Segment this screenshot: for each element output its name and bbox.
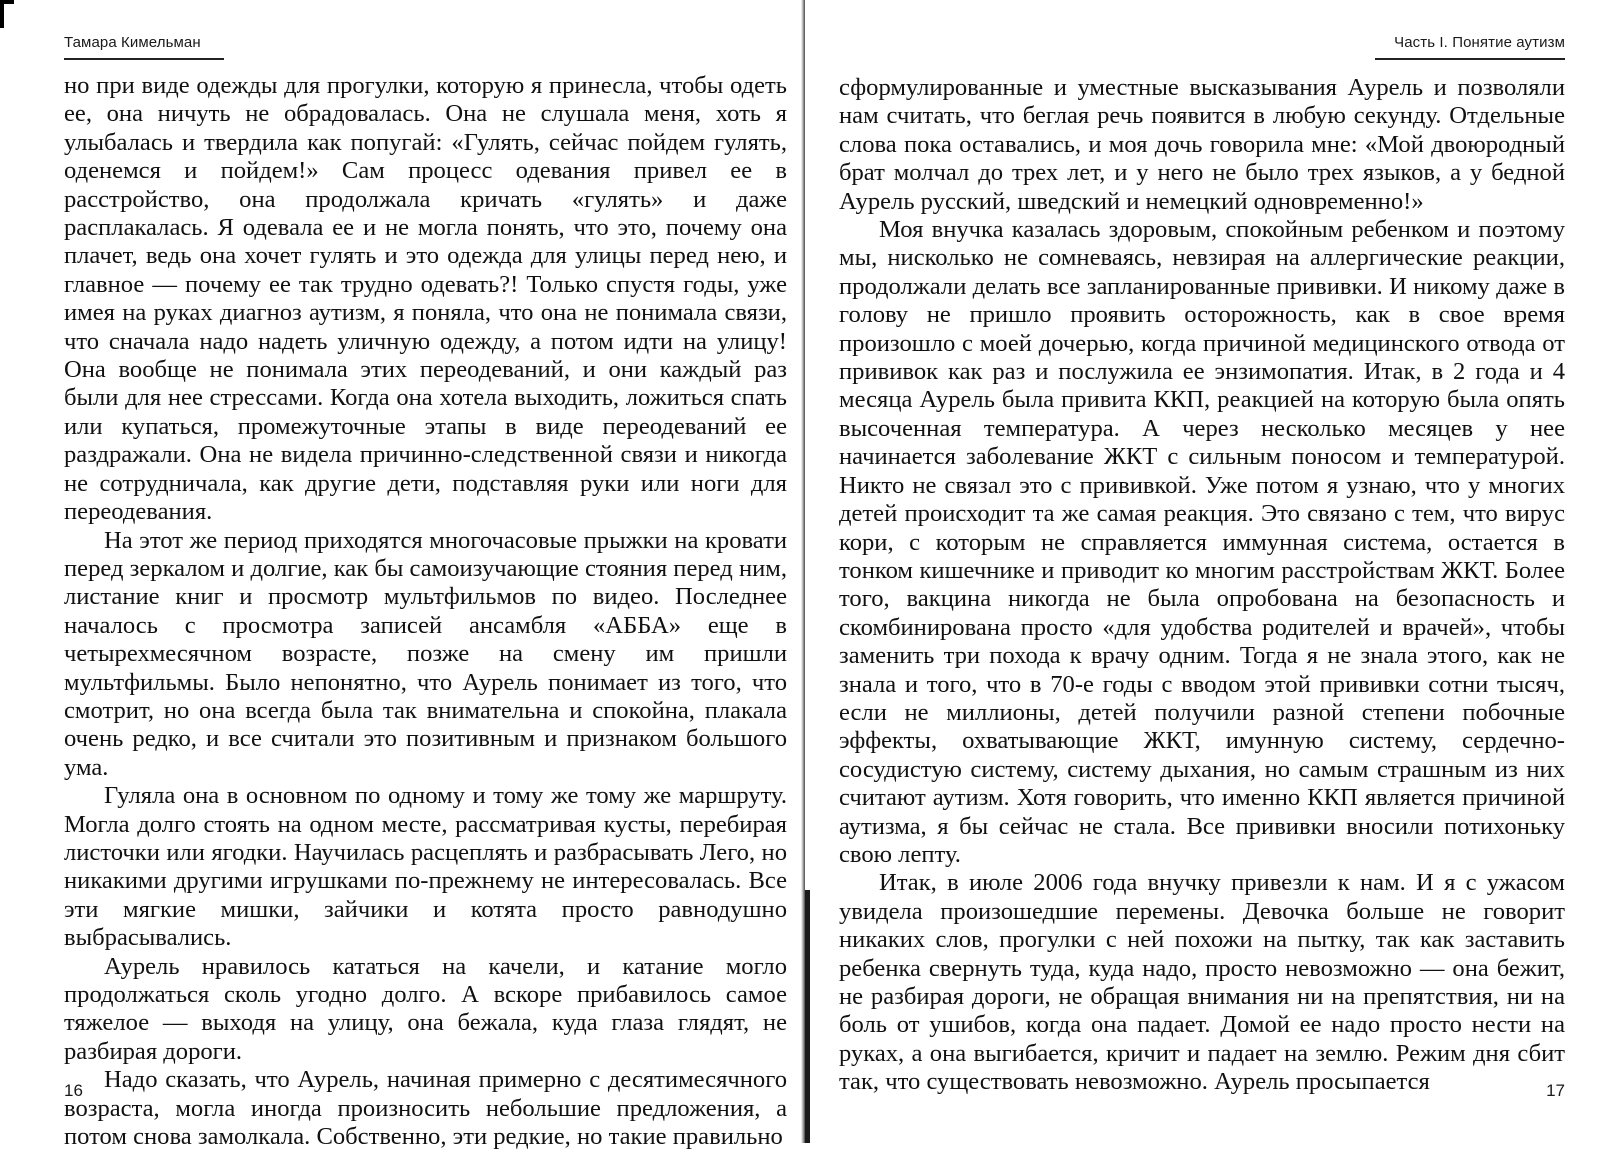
right-page-body — [839, 74, 1565, 1097]
running-head-rule — [1375, 58, 1565, 60]
paragraph: но при виде одежды для прогулки, которую я принесла, чтобы одеть ее, она ничуть не обрадовалась. Она не слушала меня, хоть я улыбалась и твердила как попугай: «Гулять, сейчас пойдем гулять, оденемся и пойдем!» Сам процесс одевания привел ее в расстройство, она продолжала кричать «гулять» и даже расплакалась. Я одевала ее и не могла понять, что это, почему она плачет, ведь она хочет гулять и это одежда для улицы перед нею, и главное — почему ее так трудно одевать?! Только спустя годы, уже имея на руках диагноз аутизм, я поняла, что она не понимала связи, что сначала надо надеть уличную одежду, а потом идти на улицу! Она вообще не понимала этих переодеваний, и они каждый раз были для нее стрессами. Когда она хотела выходить, ложиться спать или купаться, промежуточные этапы в виде переодеваний ее раздражали. Она не видела причинно-следственной связи и никогда не сотрудничала, как другие дети, подставляя руки или ноги для переодевания. — [64, 72, 787, 526]
crop-mark — [0, 0, 14, 28]
running-head-rule — [64, 58, 224, 60]
paragraph: Моя внучка казалась здоровым, спокойным ребенком и поэтому мы, нисколько не сомневаясь, невзирая на аллергические реакции, продолжали делать все запланированные прививки. И никому даже в голову не пришло проявить осторожность, как в свое время произошло с моей дочерью, когда причиной медицинского отвода от прививок как раз и послужила ее энзимопатия. Итак, в 2 года и 4 месяца Аурель была привита ККП, реакцией на которую была опять высоченная температура. А через несколько месяцев у нее начинается заболевание ЖКТ с сильным поносом и температурой. Никто не связал это с прививкой. Уже потом я узнаю, что у многих детей происходит та же самая реакция. Это связано с тем, что вирус кори, с которым не справляется иммунная система, остается в тонком кишечнике и приводит ко многим расстройствам ЖКТ. Более того, вакцина никогда не была опробована на безопасность и скомбинирована просто «для удобства родителей и врачей», чтобы заменить три похода к врачу одним. Тогда я не знала этого, как не знала и того, что в 70-е годы с вводом этой прививки сотни тысяч, если не миллионы, детей получили разной степени побочные эффекты, охватывающие ЖКТ, имунную систему, сердечно-сосудистую систему, систему дыхания, но самым страшным из них считают аутизм. Хотя говорить, что именно ККП является причиной аутизма, я бы сейчас не стала. Все прививки вносили потихоньку свою лепту. — [839, 216, 1565, 868]
paragraph: Итак, в июле 2006 года внучку привезли к нам. И я с ужасом увидела произошедшие перемены. Девочка больше не говорит никаких слов, прогулки с ней похожи на пытку, так как заставить ребенка свернуть туда, куда надо, просто невозможно — она бежит, не разбирая дороги, не обращая внимания ни на препятствия, ни на боль от ушибов, когда она падает. Домой ее надо просто нести на руках, а она выгибается, кричит и падает на землю. Режим дня сбит так, что существовать невозможно. Аурель просыпается — [839, 869, 1565, 1096]
left-page-body — [64, 72, 787, 1151]
left-page — [64, 0, 787, 1151]
paragraph: сформулированные и уместные высказывания Аурель и позволяли нам считать, что беглая речь появится в любую секунду. Отдельные слова пока оставались, и моя дочь говорила мне: «Мой двоюродный брат молчал до трех лет, и у него не было трех языков, а у бедной Аурель русский, шведский и немецкий одновременно!» — [839, 74, 1565, 215]
paragraph: На этот же период приходятся многочасовые прыжки на кровати перед зеркалом и долгие, как бы самоизучающие стояния перед ним, листание книг и просмотр мультфильмов по видео. Последнее началось с просмотра записей ансамбля «АББА» еще в четырехмесячном возрасте, позже на смену им пришли мультфильмы. Было непонятно, что Аурель понимает из того, что смотрит, но она всегда была так внимательна и спокойна, плакала очень редко, и все считали это позитивным и признаком большого ума. — [64, 526, 787, 781]
page-number: 16 — [64, 1081, 83, 1100]
running-head-author: Тамара Кимельман — [64, 34, 201, 51]
page-number: 17 — [1546, 1081, 1565, 1100]
spine-shadow — [805, 890, 810, 1143]
right-page — [839, 0, 1565, 1143]
paragraph: Гуляла она в основном по одному и тому же тому же маршруту. Могла долго стоять на одном месте, рассматривая кусты, перебирая листочки или ягодки. Научилась расцеплять и разбрасывать Лего, но никакими другими игрушками по-прежнему не интересовалась. Все эти мягкие мишки, зайчики и котята просто равнодушно выбрасывались. — [64, 782, 787, 952]
paragraph: Аурель нравилось кататься на качели, и катание могло продолжаться сколь угодно долго. А вскоре прибавилось самое тяжелое — выходя на улицу, она бежала, куда глаза глядят, не разбирая дороги. — [64, 952, 787, 1065]
running-head-chapter: Часть I. Понятие аутизм — [1394, 34, 1565, 51]
paragraph: Надо сказать, что Аурель, начиная примерно с десятимесячного возраста, могла иногда произносить небольшие предложения, а потом снова замолкала. Собственно, эти редкие, но такие правильно — [64, 1066, 787, 1151]
